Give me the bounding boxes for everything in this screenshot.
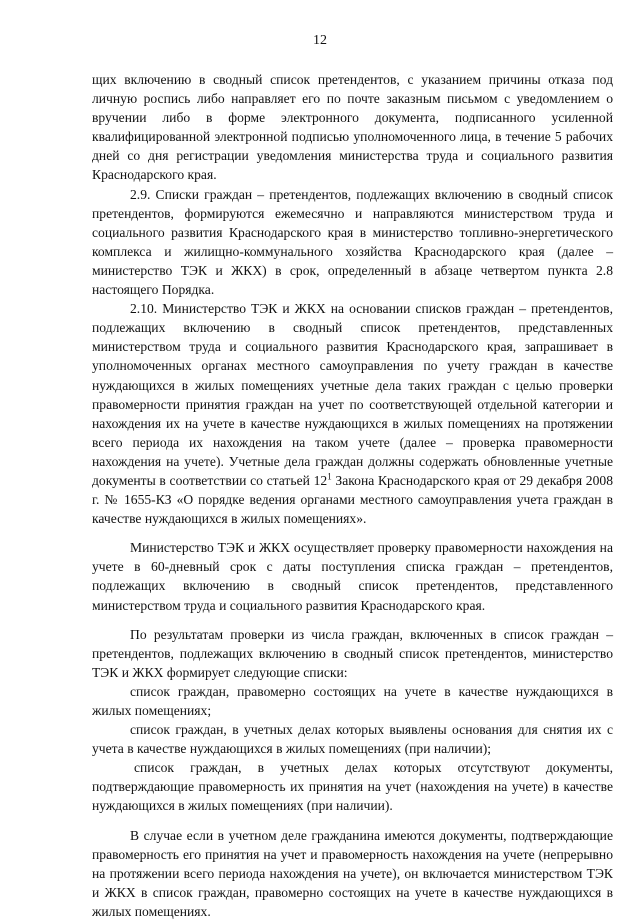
paragraph-verification-results: По результатам проверки из числа граждан, включенных в список граждан – претендентов, подлежащих включению в сводный список претендентов, министерство ТЭК и ЖКХ формирует следующие списки: — [92, 626, 613, 680]
list-item-lawful-registration: список граждан, правомерно состоящих на учете в качестве нуждающихся в жилых помещениях; — [92, 683, 613, 718]
list-item-removal-grounds: список граждан, в учетных делах которых выявлены основания для снятия их с учета в качестве нуждающихся в жилых помещениях (при наличии); — [92, 722, 613, 757]
paragraph-continuation: щих включению в сводный список претендентов, с указанием причины отказа под личную роспись либо направляет его по почте заказным письмом с уведомлением о вручении либо в форме электронного документа, подписанного усиленной квалифицированной электронной подписью уполномоченного лица, в течение 5 рабочих дней со дня регистрации уведомления министерства труда и социального развития Краснодарского края. — [92, 72, 613, 183]
article-superscript: 1 — [327, 471, 332, 482]
paragraph-inclusion-rule: В случае если в учетном деле гражданина имеются документы, подтверждающие правомерность его принятия на учет и правомерность нахождения на учете (непрерывно на протяжении всего периода нахождения на учете), он включается министерством ТЭК и ЖКХ в список граждан, правомерно состоящих на учете в качестве нуждающихся в жилых помещениях. — [92, 827, 613, 919]
paragraph-2-10 — [92, 299, 613, 528]
paragraph-2-10-text-before: 2.10. Министерство ТЭК и ЖКХ на основании списков граждан – претендентов, подлежащих включению в сводный список претендентов, представленных министерством труда и социального развития Краснодарского края, запрашивает в уполномоченных органах местного самоуправления по учету граждан в качестве нуждающихся в жилых помещениях учетные дела таких граждан с целью проверки правомерности принятия граждан на учет по соответствующей отдельной категории и нахождения их на учете в качестве нуждающихся в жилых помещениях на протяжении всего периода их нахождения на таком учете (далее – проверка правомерности нахождения на учете). Учетные дела граждан должны содержать обновленные учетные документы в соответствии со статьей 12 — [92, 301, 613, 488]
document-body — [92, 70, 613, 921]
page-number: 12 — [313, 33, 327, 48]
paragraph-2-10-text-after: Закона Краснодарского края от 29 декабря 2008 г. № 1655-КЗ «О порядке ведения органами местного самоуправления учета граждан в качестве нуждающихся в жилых помещениях». — [92, 472, 613, 527]
paragraph-2-9: 2.9. Списки граждан – претендентов, подлежащих включению в сводный список претендентов, формируются ежемесячно и направляются министерством труда и социального развития Краснодарского края в министерство топливно-энергетического комплекса и жилищно-коммунального хозяйства Краснодарского края (далее – министерство ТЭК и ЖКХ) в срок, определенный в абзаце четвертом пункта 2.8 настоящего Порядка. — [92, 186, 613, 298]
paragraph-verification-term: Министерство ТЭК и ЖКХ осуществляет проверку правомерности нахождения на учете в 60-дневный срок с даты поступления списка граждан – претендентов, подлежащих включению в сводный список претендентов, представленного министерством труда и социального развития Краснодарского края. — [92, 540, 613, 613]
list-item-missing-documents: список граждан, в учетных делах которых отсутствуют документы, подтверждающие правомерность их принятия на учет (нахождения на учете) в качестве нуждающихся в жилых помещениях (при наличии). — [92, 760, 613, 814]
